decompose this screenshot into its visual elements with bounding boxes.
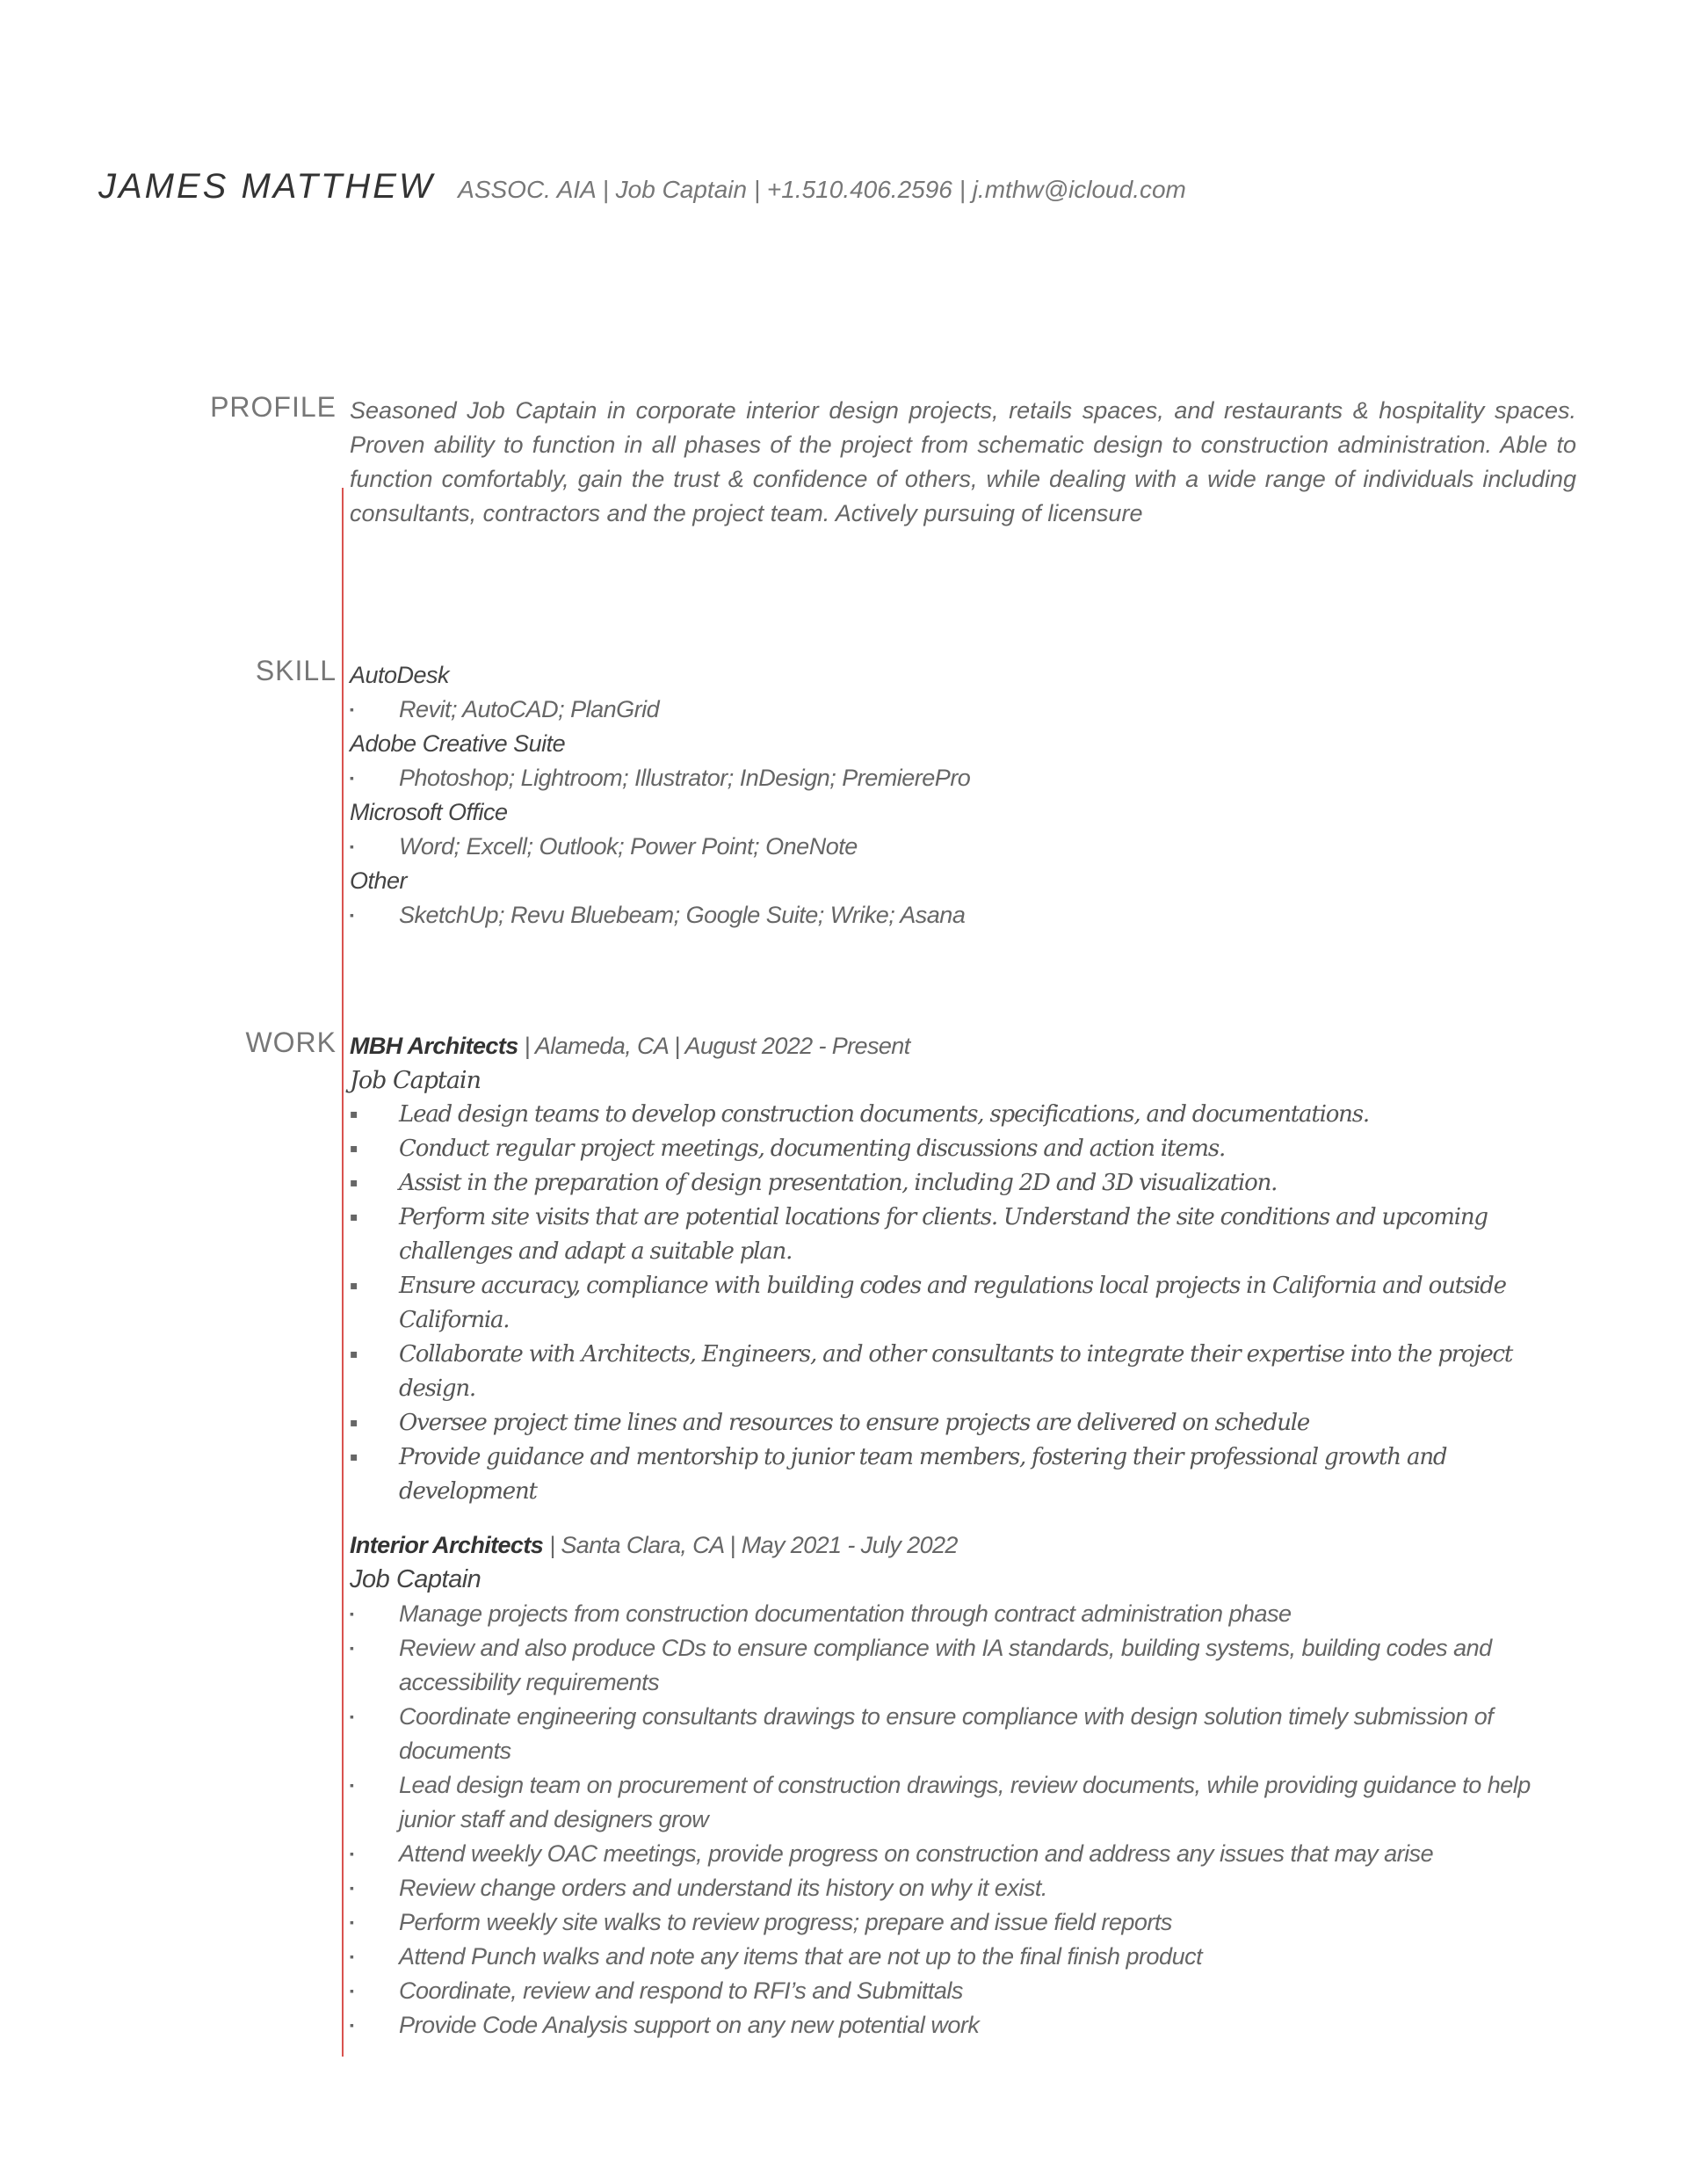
job-details: | Alameda, CA | August 2022 - Present	[518, 1033, 910, 1059]
skill-category	[350, 864, 1576, 932]
skill-items: ▪ SketchUp; Revu Bluebeam; Google Suite; Wrike; Asana	[350, 898, 1576, 932]
job-bullet: ▪ Oversee project time lines and resources to ensure projects are delivered on schedule	[350, 1406, 1576, 1440]
job-bullet: ▪ Collaborate with Architects, Engineers, and other consultants to integrate their expertise into the project design.	[350, 1338, 1576, 1406]
skill-category	[350, 795, 1576, 864]
job-bullet: ▪ Conduct regular project meetings, documenting discussions and action items.	[350, 1132, 1576, 1166]
work-section	[350, 1029, 1576, 2043]
job-header	[350, 1528, 1576, 1563]
job-details: | Santa Clara, CA | May 2021 - July 2022	[543, 1532, 958, 1558]
job-bullet: ▪ Lead design team on procurement of construction drawings, review documents, while providing guidance to help junior staff and designers grow	[350, 1768, 1576, 1837]
profile-text: Seasoned Job Captain in corporate interior design projects, retails spaces, and restaurants & hospitality spaces. Proven ability to function in all phases of the project from schematic design to construction administration. Able to function comfortably, gain the trust & confidence of others, while dealing with a wide range of individuals including consultants, contractors and the project team. Actively pursuing of licensure	[350, 397, 1576, 526]
job-bullet: ▪ Review change orders and understand its history on why it exist.	[350, 1871, 1576, 1905]
job-bullet: ▪ Assist in the preparation of design presentation, including 2D and 3D visualization.	[350, 1166, 1576, 1201]
job-bullet: ▪ Provide Code Analysis support on any new potential work	[350, 2008, 1576, 2043]
skill-category-name: Other	[350, 867, 408, 894]
job-bullet: ▪ Lead design teams to develop construction documents, specifications, and documentations.	[350, 1098, 1576, 1132]
job-bullets	[350, 1597, 1576, 2043]
skill-items: ▪ Photoshop; Lightroom; Illustrator; InDesign; PremierePro	[350, 761, 1576, 795]
job-bullet: ▪ Provide guidance and mentorship to junior team members, fostering their professional growth and development	[350, 1440, 1576, 1509]
skill-items: ▪ Revit; AutoCAD; PlanGrid	[350, 693, 1576, 727]
company-name: Interior Architects	[350, 1532, 544, 1558]
skill-category-name: Adobe Creative Suite	[350, 730, 566, 757]
job-bullet: ▪ Coordinate engineering consultants drawings to ensure compliance with design solution timely submission of documents	[350, 1700, 1576, 1768]
skill-category	[350, 727, 1576, 795]
job-bullet: ▪ Perform weekly site walks to review progress; prepare and issue field reports	[350, 1905, 1576, 1940]
profile-section	[350, 394, 1576, 531]
job-entry	[350, 1029, 1576, 1509]
contact-line: ASSOC. AIA | Job Captain | +1.510.406.2596 | j.mthw@icloud.com	[458, 176, 1186, 203]
skill-section	[350, 658, 1576, 932]
skill-category-name: AutoDesk	[350, 662, 450, 688]
job-title: Job Captain	[350, 1067, 481, 1094]
job-bullet: ▪ Perform site visits that are potential locations for clients. Understand the site conditions and upcoming challenges and adapt a suitable plan.	[350, 1201, 1576, 1269]
skill-label: SKILL	[255, 655, 337, 686]
job-title: Job Captain	[350, 1565, 481, 1593]
job-bullet: ▪ Attend Punch walks and note any items that are not up to the final finish product	[350, 1940, 1576, 1974]
skill-category-name: Microsoft Office	[350, 799, 508, 825]
job-bullet: ▪ Coordinate, review and respond to RFI’s and Submittals	[350, 1974, 1576, 2008]
work-label: WORK	[245, 1027, 337, 1058]
candidate-name: JAMES MATTHEW	[98, 167, 435, 206]
job-bullet: ▪ Manage projects from construction documentation through contract administration phase	[350, 1597, 1576, 1631]
company-name: MBH Architects	[350, 1033, 518, 1059]
job-entry	[350, 1528, 1576, 2043]
section-divider-line	[342, 488, 344, 2057]
skill-category	[350, 658, 1576, 727]
job-bullets	[350, 1098, 1576, 1509]
skill-items: ▪ Word; Excell; Outlook; Power Point; OneNote	[350, 830, 1576, 864]
job-bullet: ▪ Ensure accuracy, compliance with building codes and regulations local projects in California and outside California.	[350, 1269, 1576, 1338]
job-bullet: ▪ Review and also produce CDs to ensure compliance with IA standards, building systems, building codes and accessibility requirements	[350, 1631, 1576, 1700]
profile-label: PROFILE	[210, 391, 337, 423]
job-bullet: ▪ Attend weekly OAC meetings, provide progress on construction and address any issues that may arise	[350, 1837, 1576, 1871]
job-header	[350, 1029, 1576, 1063]
resume-header	[98, 167, 1186, 207]
